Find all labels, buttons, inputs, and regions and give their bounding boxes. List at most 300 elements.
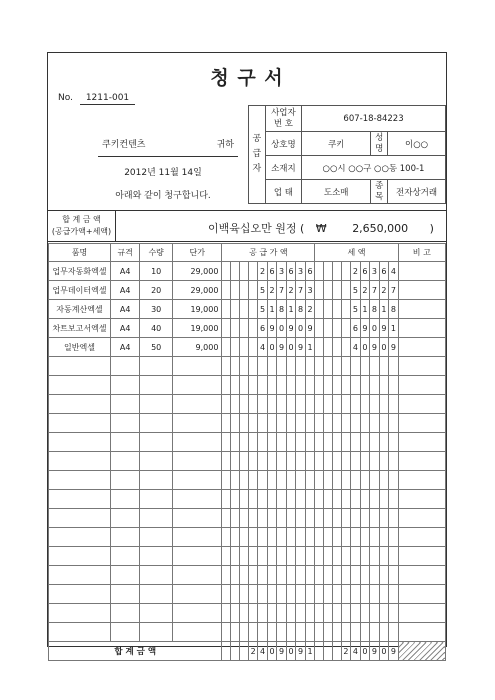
item-price: [173, 376, 222, 395]
supply-digit: [240, 585, 249, 604]
empty-row: [49, 433, 446, 452]
supply-digit: [305, 604, 314, 623]
tax-digit: [315, 604, 324, 623]
supply-digit: [286, 547, 295, 566]
footer-supply-digit: [231, 642, 240, 661]
supply-digit: [248, 623, 257, 642]
supply-digit: [222, 319, 231, 338]
item-price: 19,000: [173, 319, 222, 338]
supply-digit: [305, 357, 314, 376]
item-spec: [110, 376, 139, 395]
supply-digit: [286, 623, 295, 642]
tax-digit: [315, 395, 324, 414]
tax-digit: [370, 414, 379, 433]
tax-digit: [324, 414, 333, 433]
supply-digit: [231, 490, 240, 509]
supply-digit: [222, 490, 231, 509]
supply-digit: [222, 585, 231, 604]
tax-digit: 3: [370, 262, 379, 281]
supply-digit: [267, 547, 276, 566]
item-qty: [140, 509, 173, 528]
tax-digit: 9: [360, 319, 369, 338]
tax-digit: [324, 604, 333, 623]
supply-digit: [305, 376, 314, 395]
tax-digit: 6: [351, 319, 360, 338]
item-price: 29,000: [173, 262, 222, 281]
tax-digit: 4: [389, 262, 398, 281]
supply-digit: [240, 357, 249, 376]
footer-supply-digit: [222, 642, 231, 661]
supply-digit: [267, 623, 276, 642]
tax-digit: [324, 452, 333, 471]
tax-digit: [332, 433, 341, 452]
tax-digit: [351, 604, 360, 623]
tax-digit: [341, 395, 350, 414]
supply-digit: [222, 300, 231, 319]
tax-digit: [351, 509, 360, 528]
footer-tax-digit: 9: [370, 642, 379, 661]
supply-digit: [296, 528, 305, 547]
tax-digit: [324, 623, 333, 642]
supply-digit: 3: [296, 262, 305, 281]
tax-digit: [370, 509, 379, 528]
supply-digit: [222, 433, 231, 452]
supply-digit: [296, 471, 305, 490]
supply-digit: 1: [305, 338, 314, 357]
item-qty: [140, 452, 173, 471]
supply-digit: [296, 566, 305, 585]
supply-digit: [248, 604, 257, 623]
item-price: [173, 452, 222, 471]
supply-digit: 9: [305, 319, 314, 338]
tax-digit: [351, 471, 360, 490]
doc-number: [58, 93, 135, 105]
supplier-side-label: 공 급 자: [249, 106, 266, 204]
tax-digit: [315, 319, 324, 338]
supply-digit: [277, 433, 286, 452]
supply-digit: [296, 414, 305, 433]
tax-digit: [360, 452, 369, 471]
tax-digit: [389, 376, 398, 395]
tax-digit: [315, 623, 324, 642]
supply-digit: [305, 585, 314, 604]
supply-digit: 2: [305, 300, 314, 319]
tax-digit: [324, 357, 333, 376]
tax-digit: [351, 433, 360, 452]
item-remarks: [398, 490, 445, 509]
tax-digit: [351, 566, 360, 585]
tax-digit: [360, 566, 369, 585]
item-spec: [110, 471, 139, 490]
tax-digit: [341, 319, 350, 338]
supply-digit: [240, 547, 249, 566]
footer-tax-digit: [315, 642, 324, 661]
tax-digit: 2: [379, 281, 388, 300]
tax-digit: [379, 433, 388, 452]
supply-digit: 8: [296, 300, 305, 319]
supply-digit: 1: [286, 300, 295, 319]
tax-digit: 1: [360, 300, 369, 319]
supply-digit: [296, 357, 305, 376]
tax-digit: [315, 262, 324, 281]
supply-digit: [248, 452, 257, 471]
tax-digit: [360, 509, 369, 528]
supply-digit: [248, 338, 257, 357]
supply-digit: [258, 452, 267, 471]
supply-digit: [267, 395, 276, 414]
total-amount-text: [208, 220, 434, 236]
table-row: [49, 281, 446, 300]
tax-digit: [360, 433, 369, 452]
supply-digit: [267, 585, 276, 604]
supply-digit: [222, 262, 231, 281]
item-price: [173, 528, 222, 547]
supply-digit: [240, 566, 249, 585]
tax-digit: [324, 338, 333, 357]
supply-digit: [248, 433, 257, 452]
tax-digit: [370, 547, 379, 566]
tax-digit: [315, 452, 324, 471]
tax-digit: [332, 319, 341, 338]
supply-digit: [240, 490, 249, 509]
company-label: 상호명: [265, 132, 301, 156]
tax-digit: [332, 585, 341, 604]
tax-digit: [379, 376, 388, 395]
footer-tax-digit: 2: [341, 642, 350, 661]
supply-digit: [296, 395, 305, 414]
supply-digit: [248, 490, 257, 509]
address-label: 소재지: [265, 156, 301, 180]
tax-digit: [341, 509, 350, 528]
supply-digit: [305, 528, 314, 547]
tax-digit: [341, 376, 350, 395]
supply-digit: 1: [267, 300, 276, 319]
supply-digit: [305, 566, 314, 585]
item-spec: [110, 490, 139, 509]
supply-digit: [258, 623, 267, 642]
tax-digit: [315, 490, 324, 509]
supply-digit: [258, 433, 267, 452]
total-close: ): [429, 222, 434, 235]
tax-digit: [341, 585, 350, 604]
supply-digit: [286, 414, 295, 433]
tax-digit: [370, 452, 379, 471]
item-spec: A4: [110, 300, 139, 319]
tax-digit: 0: [370, 319, 379, 338]
empty-row: [49, 357, 446, 376]
item-qty: [140, 490, 173, 509]
item-name: [49, 585, 111, 604]
doc-number-label: No.: [58, 93, 73, 103]
supply-digit: [305, 452, 314, 471]
item-price: [173, 490, 222, 509]
tax-digit: 4: [351, 338, 360, 357]
supply-digit: 9: [296, 338, 305, 357]
empty-row: [49, 509, 446, 528]
supply-digit: [267, 490, 276, 509]
item-price: [173, 471, 222, 490]
item-price: [173, 604, 222, 623]
supply-digit: [305, 509, 314, 528]
total-amount-value: 2,650,000: [352, 222, 409, 235]
tax-digit: [324, 433, 333, 452]
footer-tax-digit: [332, 642, 341, 661]
item-spec: [110, 452, 139, 471]
supply-digit: [277, 547, 286, 566]
tax-digit: [324, 528, 333, 547]
request-note: 아래와 같이 청구합니다.: [115, 191, 211, 201]
tax-digit: [370, 376, 379, 395]
item-qty: [140, 547, 173, 566]
supply-digit: [286, 452, 295, 471]
supply-digit: [277, 623, 286, 642]
item-remarks: [398, 528, 445, 547]
item-qty: [140, 623, 173, 642]
supply-digit: [258, 395, 267, 414]
tax-digit: [351, 528, 360, 547]
tax-digit: [379, 528, 388, 547]
tax-digit: [360, 376, 369, 395]
item-remarks: [398, 395, 445, 414]
tax-digit: [332, 357, 341, 376]
tax-digit: [324, 566, 333, 585]
tax-digit: [315, 471, 324, 490]
item-spec: A4: [110, 262, 139, 281]
supply-digit: [277, 490, 286, 509]
supply-digit: [240, 319, 249, 338]
table-row: [49, 300, 446, 319]
footer-supply-digit: 9: [277, 642, 286, 661]
item-name: [49, 452, 111, 471]
item-qty: 40: [140, 319, 173, 338]
supply-digit: [240, 433, 249, 452]
total-currency: ₩: [315, 222, 327, 235]
tax-digit: [360, 528, 369, 547]
tax-digit: 5: [351, 300, 360, 319]
item-remarks: [398, 414, 445, 433]
empty-row: [49, 528, 446, 547]
tax-digit: [389, 623, 398, 642]
tax-digit: [315, 414, 324, 433]
tax-digit: [324, 319, 333, 338]
tax-digit: [379, 623, 388, 642]
tax-digit: [332, 414, 341, 433]
tax-digit: [351, 395, 360, 414]
tax-digit: [332, 300, 341, 319]
item-qty: [140, 357, 173, 376]
supply-digit: [231, 338, 240, 357]
supply-digit: [240, 281, 249, 300]
supply-digit: [222, 623, 231, 642]
supply-digit: 5: [258, 300, 267, 319]
client-block: [98, 137, 238, 157]
supply-digit: 2: [258, 262, 267, 281]
rep-label: 성 명: [371, 132, 388, 156]
supply-digit: [222, 376, 231, 395]
tax-digit: [341, 490, 350, 509]
footer-tax-digit: [324, 642, 333, 661]
supply-digit: [231, 471, 240, 490]
tax-digit: 9: [379, 319, 388, 338]
tax-digit: 1: [389, 319, 398, 338]
tax-digit: [324, 281, 333, 300]
supply-digit: 3: [305, 281, 314, 300]
tax-digit: [315, 528, 324, 547]
tax-digit: [379, 452, 388, 471]
supply-digit: [296, 490, 305, 509]
supply-digit: [248, 585, 257, 604]
tax-digit: [341, 623, 350, 642]
tax-digit: [389, 471, 398, 490]
total-amount-label: 합 계 금 액 (공급가액+세액): [48, 211, 116, 241]
supply-digit: [267, 604, 276, 623]
empty-row: [49, 566, 446, 585]
tax-digit: [332, 528, 341, 547]
col-item: 품명: [49, 244, 111, 262]
supply-digit: [231, 528, 240, 547]
supply-digit: [248, 395, 257, 414]
tax-digit: [324, 300, 333, 319]
tax-digit: [360, 547, 369, 566]
item-remarks: [398, 623, 445, 642]
footer-supply-digit: [240, 642, 249, 661]
item-qty: 30: [140, 300, 173, 319]
item-price: [173, 509, 222, 528]
supply-digit: [296, 376, 305, 395]
supply-digit: [277, 509, 286, 528]
tax-digit: [389, 585, 398, 604]
supply-digit: [222, 452, 231, 471]
tax-digit: [389, 547, 398, 566]
supply-digit: [296, 604, 305, 623]
tax-digit: [315, 300, 324, 319]
item-remarks: [398, 452, 445, 471]
tax-digit: 1: [379, 300, 388, 319]
item-spec: [110, 414, 139, 433]
supply-digit: [222, 414, 231, 433]
tax-digit: [360, 623, 369, 642]
supply-digit: [258, 547, 267, 566]
supply-digit: [267, 357, 276, 376]
supply-digit: [286, 566, 295, 585]
tax-digit: [351, 490, 360, 509]
item-spec: [110, 585, 139, 604]
supply-digit: [240, 395, 249, 414]
tax-digit: [332, 509, 341, 528]
item-remarks: [398, 357, 445, 376]
tax-digit: [341, 452, 350, 471]
tax-digit: [360, 395, 369, 414]
tax-digit: [389, 414, 398, 433]
tax-digit: [389, 357, 398, 376]
footer-remarks-hatch: [398, 642, 445, 661]
supply-digit: [231, 604, 240, 623]
tax-digit: 0: [379, 338, 388, 357]
empty-row: [49, 414, 446, 433]
supply-digit: [258, 414, 267, 433]
supply-digit: [231, 623, 240, 642]
item-name: [49, 528, 111, 547]
supply-digit: [286, 604, 295, 623]
item-price: [173, 623, 222, 642]
tax-digit: [379, 471, 388, 490]
item-name: [49, 414, 111, 433]
item-name: 자동계산엑셀: [49, 300, 111, 319]
item-spec: A4: [110, 319, 139, 338]
supply-digit: 6: [286, 262, 295, 281]
supply-digit: [267, 509, 276, 528]
supply-digit: [286, 585, 295, 604]
supply-digit: [267, 376, 276, 395]
tax-digit: [370, 585, 379, 604]
footer-tax-digit: 0: [379, 642, 388, 661]
supply-digit: [277, 452, 286, 471]
tax-digit: [332, 471, 341, 490]
empty-row: [49, 547, 446, 566]
supplier-table: [248, 105, 446, 204]
col-remarks: 비 고: [398, 244, 445, 262]
tax-digit: [370, 471, 379, 490]
tax-digit: 9: [389, 338, 398, 357]
tax-digit: [332, 604, 341, 623]
tax-digit: [332, 395, 341, 414]
supply-digit: [296, 547, 305, 566]
biz-no-label: 사업자 번 호: [265, 106, 301, 132]
tax-digit: [341, 433, 350, 452]
supply-digit: [267, 414, 276, 433]
tax-digit: 2: [351, 262, 360, 281]
supply-digit: [258, 376, 267, 395]
empty-row: [49, 395, 446, 414]
supply-digit: 7: [277, 281, 286, 300]
item-qty: [140, 376, 173, 395]
supply-digit: [222, 395, 231, 414]
tax-digit: [379, 566, 388, 585]
item-qty: [140, 414, 173, 433]
supply-digit: [286, 471, 295, 490]
tax-digit: [324, 490, 333, 509]
total-korean: 이백육십오만 원정 (: [208, 222, 305, 235]
supply-digit: [305, 471, 314, 490]
item-remarks: [398, 509, 445, 528]
tax-digit: [324, 509, 333, 528]
tax-digit: [315, 357, 324, 376]
item-price: [173, 433, 222, 452]
supply-digit: [305, 490, 314, 509]
supply-digit: 0: [296, 319, 305, 338]
supply-digit: [231, 509, 240, 528]
item-price: 19,000: [173, 300, 222, 319]
item-remarks: [398, 585, 445, 604]
item-name: [49, 395, 111, 414]
item-qty: [140, 395, 173, 414]
tax-digit: [332, 338, 341, 357]
item-name: 업무자동화엑셀: [49, 262, 111, 281]
supply-digit: 2: [267, 281, 276, 300]
supply-digit: [248, 376, 257, 395]
supply-digit: [240, 452, 249, 471]
items-table: [48, 243, 446, 661]
tax-digit: [341, 547, 350, 566]
page-title: 청 구 서: [210, 67, 284, 89]
tax-digit: [370, 490, 379, 509]
tax-digit: [370, 433, 379, 452]
item-qty: [140, 585, 173, 604]
supply-digit: [258, 566, 267, 585]
supply-digit: [296, 509, 305, 528]
footer-supply-digit: 0: [286, 642, 295, 661]
supply-digit: [240, 414, 249, 433]
